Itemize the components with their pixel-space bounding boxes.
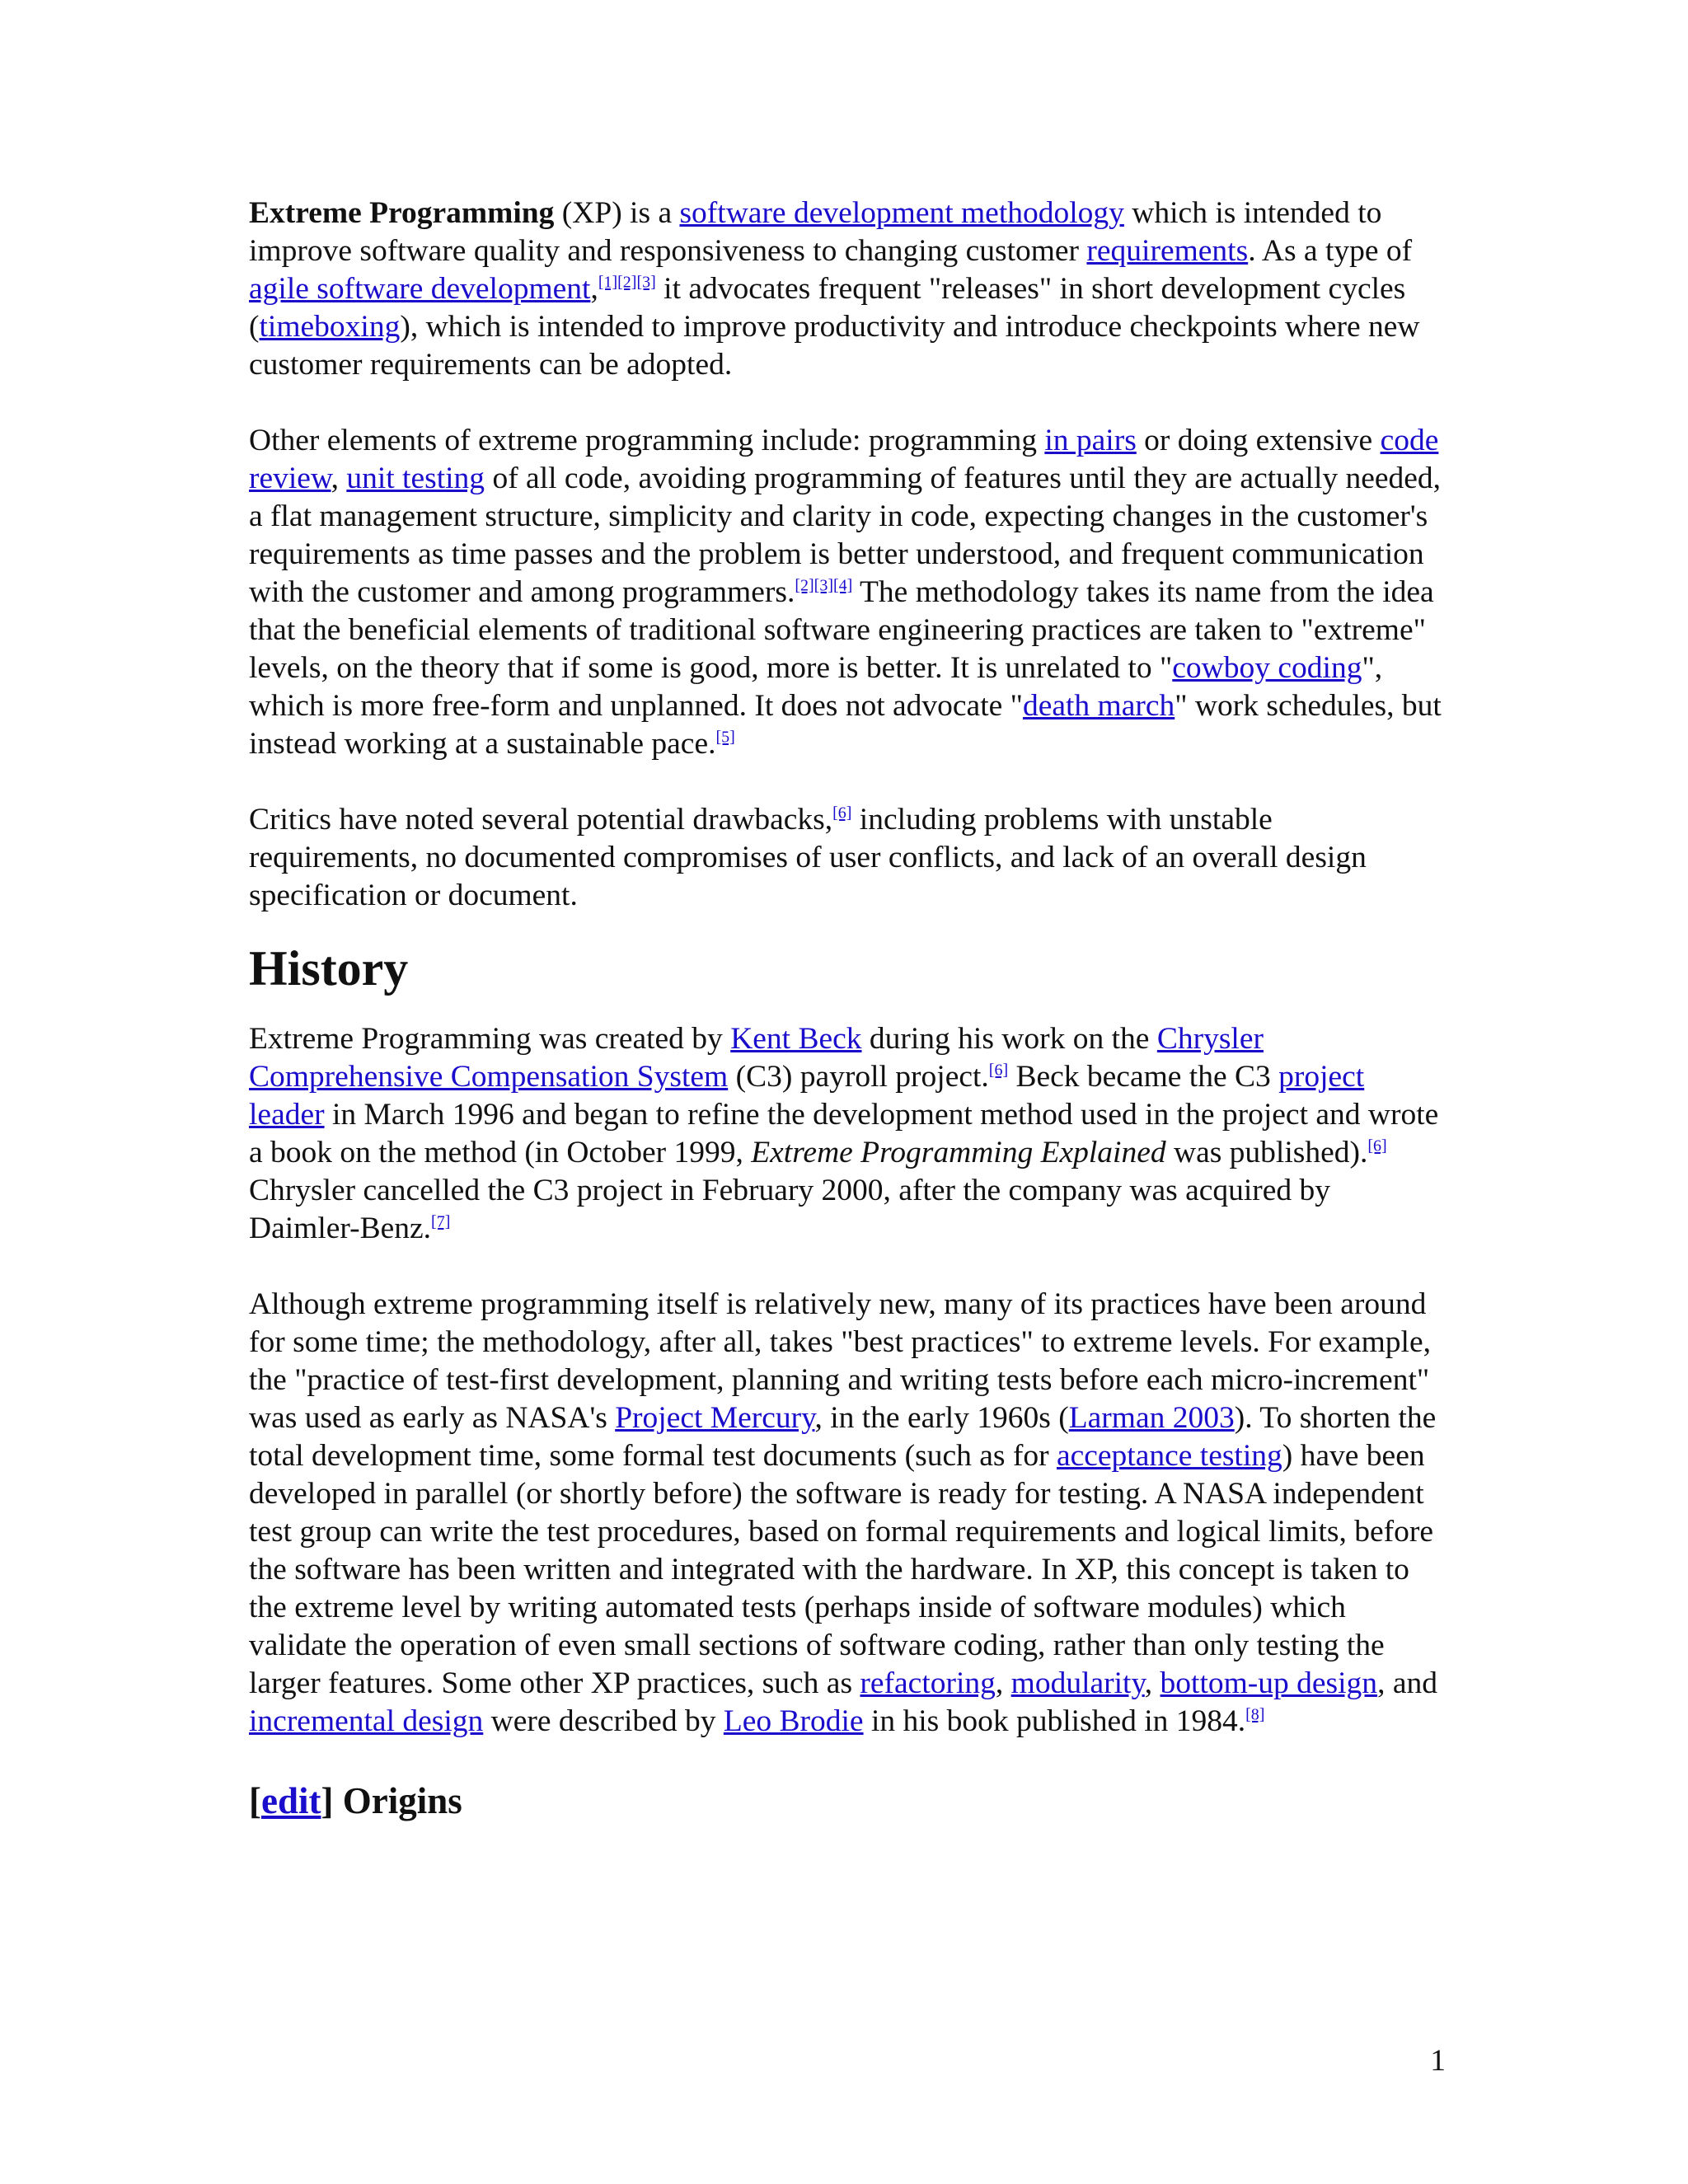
text-span: Beck became the C3 — [1008, 1060, 1279, 1094]
citation-group — [715, 729, 734, 747]
text-span: was published). — [1165, 1136, 1368, 1169]
text-span: in his book published in 1984. — [863, 1704, 1246, 1738]
section-heading-history: History — [249, 941, 409, 996]
link-timeboxing[interactable]: timeboxing — [259, 310, 401, 344]
citation-ref-2[interactable]: [2] — [795, 576, 814, 595]
text-span: including problems with unstable requirements, no documented compromises of user conflicts, and lack of an overall design specification or document. — [249, 803, 1367, 912]
text-span: Critics have noted several potential drawbacks, — [249, 803, 833, 837]
text-span: of all code, avoiding programming of features until they are actually needed, a flat management structure, simplicity and clarity in code, expecting changes in the customer's requirements as time passes and the problem is better understood, and frequent communication with the customer and among programmers. — [249, 462, 1442, 609]
edit-link[interactable]: edit — [261, 1780, 321, 1821]
text-span: were described by — [483, 1704, 724, 1738]
book-title: Extreme Programming Explained — [751, 1136, 1166, 1169]
link-project-leader[interactable]: project leader — [249, 1060, 1365, 1132]
citation-group — [1245, 1706, 1264, 1724]
text-span: ), which is intended to improve productivity and introduce checkpoints where new customer requirements can be adopted. — [249, 310, 1420, 382]
link-refactoring[interactable]: refactoring — [860, 1666, 996, 1700]
subsection-heading-origins — [249, 1779, 1446, 1823]
text-span: . As a type of — [1248, 234, 1413, 268]
citation-ref-6[interactable]: [6] — [832, 804, 852, 823]
citation-ref-5[interactable]: [5] — [715, 728, 735, 747]
citation-group — [1367, 1137, 1386, 1155]
text-span: ). To shorten the total development time, some formal test documents (such as for — [249, 1401, 1437, 1473]
subsection-title: Origins — [342, 1780, 462, 1821]
link-incremental-design[interactable]: incremental design — [249, 1704, 484, 1738]
text-span: , — [590, 272, 598, 306]
text-span: ) have been developed in parallel (or shortly before) the software is ready for testing. A NASA independent test group can write the test procedures, based on formal requirements and logical limits, before the software has been written and integrated with the hardware. In XP, this concept is taken to the extreme level by writing automated tests (perhaps inside of software modules) which validate the operation of even small sections of software coding, rather than only testing the larger features. Some other XP practices, such as — [249, 1439, 1434, 1700]
link-agile-software-development[interactable]: agile software development — [249, 272, 591, 306]
link-bottom-up-design[interactable]: bottom-up design — [1160, 1666, 1378, 1700]
link-software-development-methodology[interactable]: software development methodology — [679, 196, 1124, 230]
text-span: , in the early 1960s ( — [814, 1401, 1069, 1435]
bracket-close: ] — [321, 1780, 343, 1821]
citation-ref-2[interactable]: [2] — [617, 273, 637, 292]
link-chrysler-comprehensive-compensation-system[interactable]: Chrysler Comprehensive Compensation System — [249, 1022, 1264, 1094]
link-acceptance-testing[interactable]: acceptance testing — [1056, 1439, 1282, 1473]
citation-group — [598, 274, 656, 292]
citation-ref-6[interactable]: [6] — [1367, 1137, 1387, 1155]
link-project-mercury[interactable]: Project Mercury — [615, 1401, 815, 1435]
citation-group — [832, 804, 851, 823]
bracket-open: [ — [249, 1780, 261, 1821]
elements-paragraph — [249, 422, 1446, 763]
link-leo-brodie[interactable]: Leo Brodie — [723, 1704, 864, 1738]
text-span: , and — [1377, 1666, 1437, 1700]
page-number: 1 — [1430, 2044, 1446, 2078]
text-span: " work schedules, but instead working at a sustainable pace. — [249, 689, 1442, 761]
citation-ref-7[interactable]: [7] — [431, 1212, 451, 1231]
link-unit-testing[interactable]: unit testing — [346, 462, 485, 495]
practices-paragraph — [249, 1286, 1446, 1741]
link-requirements[interactable]: requirements — [1086, 234, 1249, 268]
link-larman-2003[interactable]: Larman 2003 — [1068, 1401, 1235, 1435]
text-span: , — [1144, 1666, 1160, 1700]
citation-ref-8[interactable]: [8] — [1245, 1705, 1265, 1724]
text-span: Chrysler cancelled the C3 project in February 2000, after the company was acquired by Daimler-Benz. — [249, 1174, 1331, 1245]
text-span: (XP) is a — [554, 196, 680, 230]
intro-paragraph — [249, 194, 1446, 384]
link-death-march[interactable]: death march — [1022, 689, 1175, 723]
text-span: , — [331, 462, 347, 495]
link-kent-beck[interactable]: Kent Beck — [730, 1022, 862, 1056]
citation-group — [989, 1062, 1008, 1080]
article-term: Extreme Programming — [249, 196, 555, 230]
text-span: it advocates frequent "releases" in short development cycles ( — [249, 272, 1406, 344]
critics-paragraph — [249, 801, 1446, 915]
link-in-pairs[interactable]: in pairs — [1044, 424, 1137, 457]
article-body — [249, 194, 1446, 1823]
citation-group — [795, 577, 852, 595]
citation-ref-3[interactable]: [3] — [814, 576, 833, 595]
text-span: in March 1996 and began to refine the development method used in the project and wrote a book on the method (in October 1999, — [249, 1098, 1439, 1169]
text-span: , — [995, 1666, 1011, 1700]
citation-group — [431, 1213, 450, 1231]
text-span: The methodology takes its name from the idea that the beneficial elements of traditional software engineering practices are taken to "extreme" levels, on the theory that if some is good, more is better. It is unrelated to " — [249, 575, 1434, 685]
link-code-review[interactable]: code review — [249, 424, 1439, 495]
text-span: or doing extensive — [1136, 424, 1381, 457]
link-modularity[interactable]: modularity — [1010, 1666, 1145, 1700]
history-paragraph — [249, 1020, 1446, 1248]
text-span: during his work on the — [861, 1022, 1157, 1056]
text-span: which is intended to improve software quality and responsiveness to changing customer — [249, 196, 1382, 268]
link-cowboy-coding[interactable]: cowboy coding — [1172, 651, 1362, 685]
text-span: (C3) payroll project. — [728, 1060, 989, 1094]
citation-ref-1[interactable]: [1] — [598, 273, 618, 292]
citation-ref-3[interactable]: [3] — [636, 273, 656, 292]
citation-ref-4[interactable]: [4] — [833, 576, 853, 595]
text-span: ", which is more free-form and unplanned. It does not advocate " — [249, 651, 1383, 723]
text-span: Other elements of extreme programming include: programming — [249, 424, 1045, 457]
text-span: Extreme Programming was created by — [249, 1022, 731, 1056]
citation-ref-6[interactable]: [6] — [988, 1061, 1009, 1080]
text-span: Although extreme programming itself is relatively new, many of its practices have been around for some time; the methodology, after all, takes "best practices" to extreme levels. For example, the "practice of test-first development, planning and writing tests before each micro-increment" was used as early as NASA's — [249, 1287, 1431, 1435]
